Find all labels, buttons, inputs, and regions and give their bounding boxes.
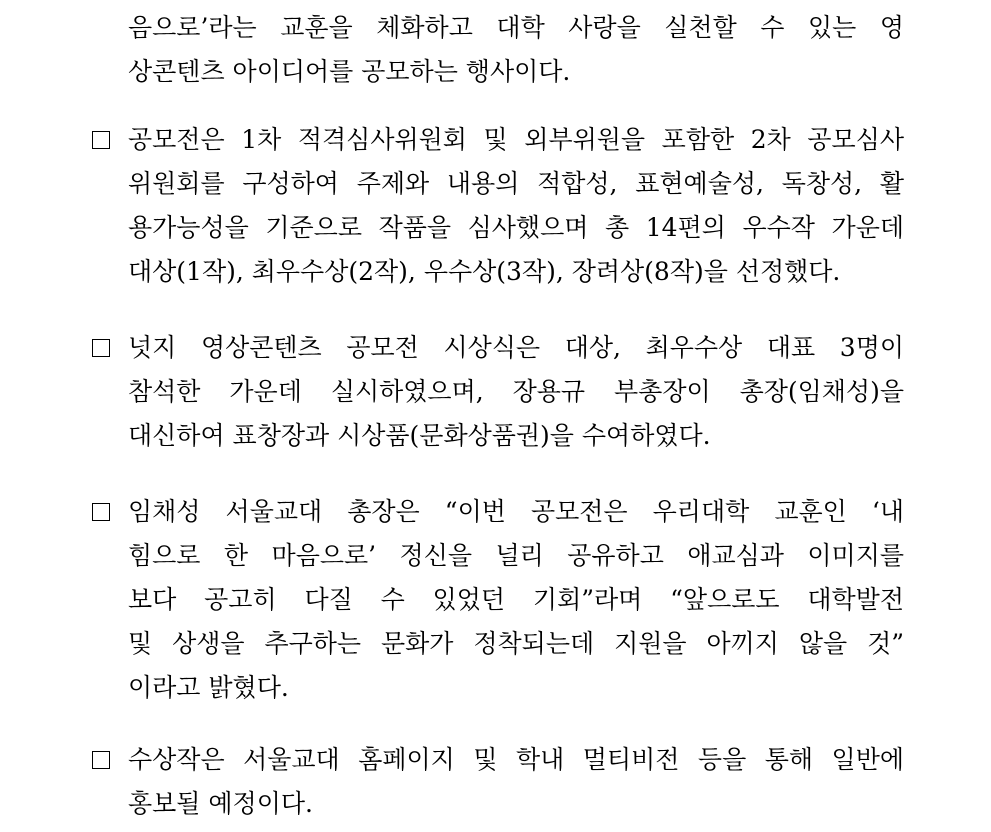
text-line: 이라고 밝혔다.: [128, 673, 289, 702]
paragraph-lines: [128, 118, 904, 294]
text-line: 대상(1작), 최우수상(2작), 우수상(3작), 장려상(8작)을 선정했다.: [128, 257, 841, 286]
text-line: 대신하여 표창장과 시상품(문화상품권)을 수여하였다.: [128, 421, 711, 450]
text-line: 힘으로 한 마음으로’ 정신을 널리 공유하고 애교심과 이미지를: [128, 541, 904, 570]
text-line: 보다 공고히 다질 수 있었던 기회”라며 “앞으로도 대학발전: [128, 585, 904, 614]
text-line: 홍보될 예정이다.: [128, 789, 313, 818]
paragraph-lines: [128, 490, 904, 710]
checkbox-bullet-icon: [92, 131, 110, 149]
paragraph-lines: [128, 6, 904, 94]
text-line: 참석한 가운데 실시하였으며, 장용규 부총장이 총장(임채성)을: [128, 377, 904, 406]
text-line: 공모전은 1차 적격심사위원회 및 외부위원을 포함한 2차 공모심사: [128, 125, 904, 154]
text-line: 상콘텐츠 아이디어를 공모하는 행사이다.: [128, 57, 571, 86]
text-line: 수상작은 서울교대 홈페이지 및 학내 멀티비전 등을 통해 일반에: [128, 745, 904, 774]
text-line: 위원회를 구성하여 주제와 내용의 적합성, 표현예술성, 독창성, 활: [128, 169, 904, 198]
paragraph-lines: [128, 738, 904, 826]
checkbox-bullet-icon: [92, 339, 110, 357]
checkbox-bullet-icon: [92, 751, 110, 769]
paragraph-lines: [128, 326, 904, 458]
text-line: 음으로’라는 교훈을 체화하고 대학 사랑을 실천할 수 있는 영: [128, 13, 904, 42]
text-line: 및 상생을 추구하는 문화가 정착되는데 지원을 아끼지 않을 것”: [128, 629, 904, 658]
text-line: 용가능성을 기준으로 작품을 심사했으며 총 14편의 우수작 가운데: [128, 213, 904, 242]
text-line: 임채성 서울교대 총장은 “이번 공모전은 우리대학 교훈인 ‘내: [128, 497, 904, 526]
text-line: 넛지 영상콘텐츠 공모전 시상식은 대상, 최우수상 대표 3명이: [128, 333, 904, 362]
checkbox-bullet-icon: [92, 503, 110, 521]
